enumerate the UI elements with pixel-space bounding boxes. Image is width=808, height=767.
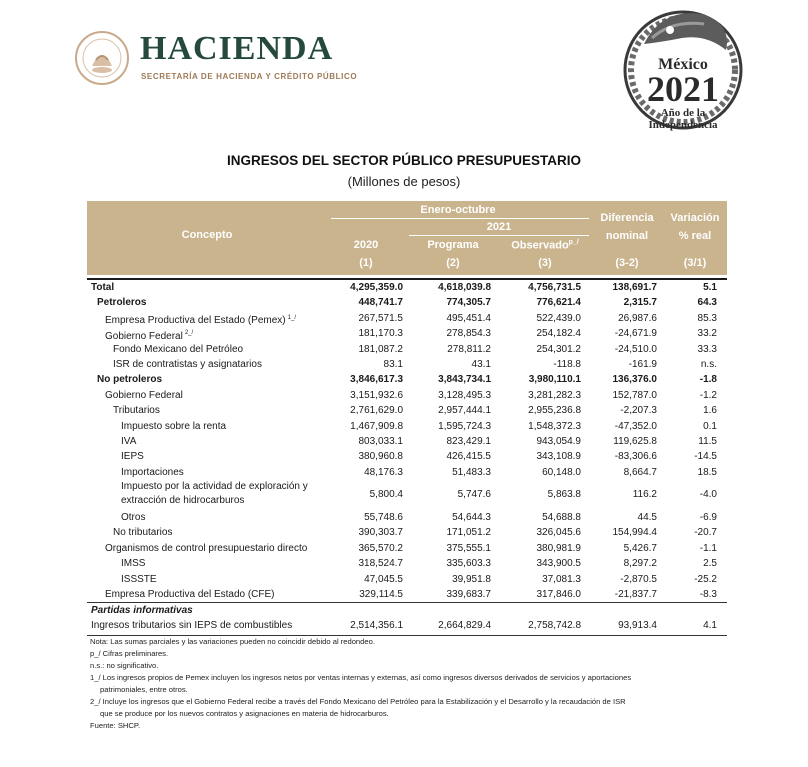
- cell-diferencia: -24,510.0: [614, 343, 657, 355]
- header-dif1: Diferencia: [600, 212, 654, 224]
- table-row: [87, 311, 727, 326]
- cell-2020: 47,045.5: [364, 573, 403, 585]
- cell-programa: 54,644.3: [452, 512, 491, 524]
- table-row: [87, 572, 727, 587]
- table-row: [87, 419, 727, 434]
- badge-ano: Año de la: [660, 107, 706, 119]
- row-label: Impuesto por la actividad de exploración y: [121, 481, 308, 493]
- cell-2020: 2,761,629.0: [350, 405, 403, 417]
- cell-observado: 943,054.9: [536, 435, 581, 447]
- cell-observado: 1,548,372.3: [528, 420, 581, 432]
- table-row: [87, 295, 727, 310]
- cell-2020: 448,741.7: [358, 297, 403, 309]
- cell-programa: 4,618,039.8: [438, 282, 491, 293]
- cell-variacion: 1.6: [703, 405, 717, 417]
- note-pemex: 1_/ Los ingresos propios de Pemex incluyen los ingresos netos por ventas internas y externas, así como ingresos diversos derivados de servicios y aportaciones: [90, 673, 632, 682]
- cell-2020: 1,467,909.8: [350, 420, 403, 432]
- report-title: INGRESOS DEL SECTOR PÚBLICO PRESUPUESTARIO: [226, 153, 582, 168]
- cell-programa: 5,747.6: [457, 489, 491, 501]
- header-n1: (1): [359, 257, 373, 269]
- table-row: [87, 388, 727, 403]
- table-row: [87, 280, 727, 295]
- cell-observado: 343,900.5: [536, 558, 581, 570]
- table-row: [87, 587, 727, 602]
- cell-2020: 318,524.7: [358, 558, 403, 570]
- cell-observado: 317,846.0: [536, 589, 581, 601]
- header-var2: % real: [678, 230, 712, 242]
- row-label: Importaciones: [121, 466, 184, 478]
- note-pemex-cont: patrimoniales, entre otros.: [100, 685, 188, 694]
- row-label: Total: [91, 282, 115, 293]
- cell-2020: 4,295,359.0: [350, 282, 403, 293]
- cell-diferencia: 2,315.7: [623, 297, 657, 309]
- row-label: Otros: [121, 512, 146, 524]
- cell-2020: 181,087.2: [358, 343, 403, 355]
- cell-diferencia: 116.2: [632, 489, 657, 501]
- cell-diferencia: -2,870.5: [620, 573, 657, 585]
- header-observado-label: Observado: [511, 239, 569, 252]
- row-label: Fondo Mexicano del Petróleo: [113, 343, 244, 355]
- cell-variacion: -20.7: [694, 527, 717, 539]
- cell-programa: 1,595,724.3: [438, 420, 491, 432]
- row-label: Empresa Productiva del Estado (CFE): [105, 589, 275, 601]
- cell-2020: 2,514,356.1: [350, 620, 403, 632]
- cell-2020: 390,303.7: [358, 527, 403, 539]
- cell-observado: 380,981.9: [536, 542, 581, 554]
- cell-variacion: 64.3: [697, 297, 717, 309]
- cell-programa: 39,951.8: [452, 573, 491, 585]
- cell-variacion: n.s.: [700, 358, 717, 370]
- cell-observado: 2,955,236.8: [528, 405, 581, 417]
- cell-variacion: 4.1: [703, 620, 717, 632]
- cell-variacion: -4.0: [699, 489, 717, 501]
- header-dif3: (3-2): [615, 257, 639, 269]
- cell-programa: 426,415.5: [446, 451, 491, 463]
- row-label: Ingresos tributarios sin IEPS de combustibles: [91, 620, 293, 632]
- cell-observado: 4,756,731.5: [528, 282, 581, 293]
- cell-2020: 267,571.5: [358, 312, 403, 324]
- badge-mexico: México: [658, 56, 708, 73]
- cell-observado: 5,863.8: [547, 489, 581, 501]
- cell-diferencia: 8,297.2: [623, 558, 657, 570]
- note-preliminary: p_/ Cifras preliminares.: [90, 649, 169, 658]
- row-footnote-ref: 1_/: [287, 314, 296, 321]
- cell-observado: 2,758,742.8: [528, 620, 581, 632]
- cell-diferencia: -2,207.3: [620, 405, 657, 417]
- cell-programa: 774,305.7: [446, 297, 491, 309]
- cell-variacion: 0.1: [703, 420, 717, 432]
- report-subtitle: (Millones de pesos): [347, 174, 461, 189]
- row-label: Tributarios: [113, 405, 160, 417]
- cell-diferencia: -161.9: [628, 358, 657, 370]
- header-year-2021: 2021: [486, 221, 512, 233]
- national-seal-icon: [74, 30, 130, 86]
- cell-diferencia: 93,913.4: [618, 620, 657, 632]
- cell-diferencia: 152,787.0: [612, 389, 657, 401]
- table-row: [87, 372, 727, 387]
- header-dif2: nominal: [605, 230, 649, 242]
- cell-observado: -118.8: [553, 358, 581, 370]
- cell-programa: 339,683.7: [446, 589, 491, 601]
- cell-programa: 2,957,444.1: [438, 405, 491, 417]
- logo-title: HACIENDA: [140, 30, 334, 67]
- cell-variacion: -8.3: [699, 589, 717, 601]
- cell-observado: 776,621.4: [536, 297, 581, 309]
- table-row: [87, 556, 727, 571]
- table-row: [87, 510, 727, 525]
- hacienda-logo: [74, 26, 364, 86]
- row-label: Petroleros: [97, 297, 147, 309]
- cell-2020: 365,570.2: [358, 542, 403, 554]
- cell-diferencia: 119,625.8: [613, 435, 657, 447]
- cell-2020: 181,170.3: [358, 328, 403, 340]
- cell-diferencia: -21,837.7: [614, 589, 657, 601]
- header-var3: (3/1): [683, 257, 707, 269]
- cell-variacion: 11.5: [698, 435, 717, 447]
- cell-programa: 171,051.2: [446, 527, 491, 539]
- row-label: IMSS: [121, 558, 146, 570]
- cell-variacion: 18.5: [697, 466, 717, 478]
- partidas-heading: [87, 602, 727, 618]
- row-footnote-ref: 2_/: [184, 330, 194, 337]
- cell-diferencia: 44.5: [637, 512, 657, 524]
- cell-variacion: -6.9: [699, 512, 717, 524]
- row-label: IVA: [121, 435, 137, 447]
- row-label: ISSSTE: [121, 573, 157, 585]
- header-programa: Programa: [427, 239, 479, 251]
- cell-variacion: 33.2: [697, 328, 717, 340]
- cell-variacion: 85.3: [697, 312, 717, 324]
- row-label: Organismos de control presupuestario directo: [105, 542, 308, 554]
- cell-variacion: -1.8: [699, 374, 717, 386]
- cell-observado: 54,688.8: [542, 512, 581, 524]
- badge-year: 2021: [647, 69, 719, 109]
- cell-programa: 3,843,734.1: [438, 374, 491, 386]
- cell-programa: 823,429.1: [446, 435, 491, 447]
- cell-programa: 335,603.3: [446, 558, 491, 570]
- table-row: [87, 465, 727, 480]
- row-label-cont: extracción de hidrocarburos: [121, 495, 245, 507]
- footnotes: [90, 636, 730, 732]
- cell-diferencia: 26,987.6: [618, 312, 657, 324]
- note-gobierno-cont: que se produce por los nuevos contratos y asignaciones en materia de hidrocarburos.: [100, 709, 389, 718]
- row-label: No tributarios: [113, 527, 173, 539]
- cell-programa: 43.1: [471, 358, 491, 370]
- row-label: Gobierno Federal: [105, 330, 183, 342]
- note-ns: n.s.: no significativo.: [90, 661, 159, 670]
- cell-2020: 83.1: [383, 358, 403, 370]
- row-label: ISR de contratistas y asignatarios: [113, 358, 262, 370]
- table-row: [87, 434, 727, 449]
- cell-2020: 329,114.5: [359, 589, 403, 601]
- cell-observado: 343,108.9: [536, 451, 581, 463]
- cell-2020: 55,748.6: [364, 512, 403, 524]
- cell-observado: 326,045.6: [536, 527, 581, 539]
- badge-independencia: Independencia: [648, 119, 718, 131]
- cell-diferencia: -24,671.9: [614, 328, 657, 340]
- cell-observado: 522,439.0: [536, 312, 581, 324]
- table-row: [87, 357, 727, 372]
- cell-2020: 803,033.1: [358, 435, 403, 447]
- independence-badge: [622, 4, 744, 140]
- table-row: [87, 342, 727, 357]
- row-label: Impuesto sobre la renta: [121, 420, 227, 432]
- cell-variacion: -1.2: [699, 389, 717, 401]
- cell-programa: 375,555.1: [446, 542, 491, 554]
- cell-diferencia: 136,376.0: [612, 374, 657, 386]
- table-row: [87, 449, 727, 464]
- header-observado: [499, 239, 591, 252]
- cell-2020: 380,960.8: [358, 451, 403, 463]
- table-row: [87, 326, 727, 341]
- cell-programa: 2,664,829.4: [438, 620, 491, 632]
- cell-variacion: 2.5: [703, 558, 717, 570]
- cell-observado: 254,182.4: [536, 328, 581, 340]
- cell-diferencia: 154,994.4: [612, 527, 657, 539]
- header-2020: 2020: [353, 239, 379, 251]
- header-period: Enero-octubre: [420, 204, 496, 216]
- cell-observado: 254,301.2: [536, 343, 581, 355]
- table-row: [87, 541, 727, 556]
- table-body: [87, 280, 727, 636]
- cell-2020: 5,800.4: [369, 489, 403, 501]
- note-source: Fuente: SHCP.: [90, 721, 141, 730]
- header-n3: (3): [538, 257, 552, 269]
- cell-variacion: -25.2: [694, 573, 717, 585]
- note-gobierno: 2_/ Incluye los ingresos que el Gobierno Federal recibe a través del Fondo Mexicano del Petróleo para la Estabilización y el Desarrollo y la recaudación de ISR: [90, 697, 626, 706]
- header-concepto: Concepto: [181, 229, 233, 241]
- cell-programa: 278,854.3: [446, 328, 491, 340]
- cell-observado: 37,081.3: [542, 573, 581, 585]
- table-row: [87, 618, 727, 636]
- table-header: [87, 201, 727, 275]
- row-label: IEPS: [121, 451, 144, 463]
- logo-subtitle: SECRETARÍA DE HACIENDA Y CRÉDITO PÚBLICO: [141, 72, 358, 81]
- cell-programa: 495,451.4: [446, 312, 491, 324]
- cell-programa: 51,483.3: [452, 466, 491, 478]
- table-row: [87, 403, 727, 418]
- row-label: Gobierno Federal: [105, 389, 183, 401]
- row-label: Empresa Productiva del Estado (Pemex): [105, 315, 286, 327]
- header-n2: (2): [446, 257, 460, 269]
- note-rounding: Nota: Las sumas parciales y las variaciones pueden no coincidir debido al redondeo.: [90, 637, 375, 646]
- cell-diferencia: -83,306.6: [614, 451, 657, 463]
- cell-2020: 3,151,932.6: [350, 389, 403, 401]
- table-row: [87, 480, 727, 510]
- cell-diferencia: 8,664.7: [623, 466, 657, 478]
- header-observado-sup: p_/: [568, 239, 579, 246]
- cell-diferencia: 5,426.7: [623, 542, 657, 554]
- cell-observado: 60,148.0: [542, 466, 581, 478]
- cell-programa: 278,811.2: [447, 343, 491, 355]
- cell-observado: 3,281,282.3: [528, 389, 581, 401]
- row-label: No petroleros: [97, 374, 163, 386]
- cell-variacion: 5.1: [703, 282, 717, 293]
- cell-variacion: 33.3: [697, 343, 717, 355]
- cell-2020: 3,846,617.3: [350, 374, 403, 386]
- cell-variacion: -14.5: [694, 451, 717, 463]
- table-row: [87, 525, 727, 540]
- cell-diferencia: -47,352.0: [614, 420, 657, 432]
- cell-programa: 3,128,495.3: [438, 389, 491, 401]
- cell-observado: 3,980,110.1: [528, 374, 581, 386]
- cell-2020: 48,176.3: [364, 466, 403, 478]
- cell-diferencia: 138,691.7: [612, 282, 657, 293]
- header-var1: Variación: [670, 212, 720, 224]
- partidas-label: Partidas informativas: [91, 605, 193, 617]
- cell-variacion: -1.1: [699, 542, 717, 554]
